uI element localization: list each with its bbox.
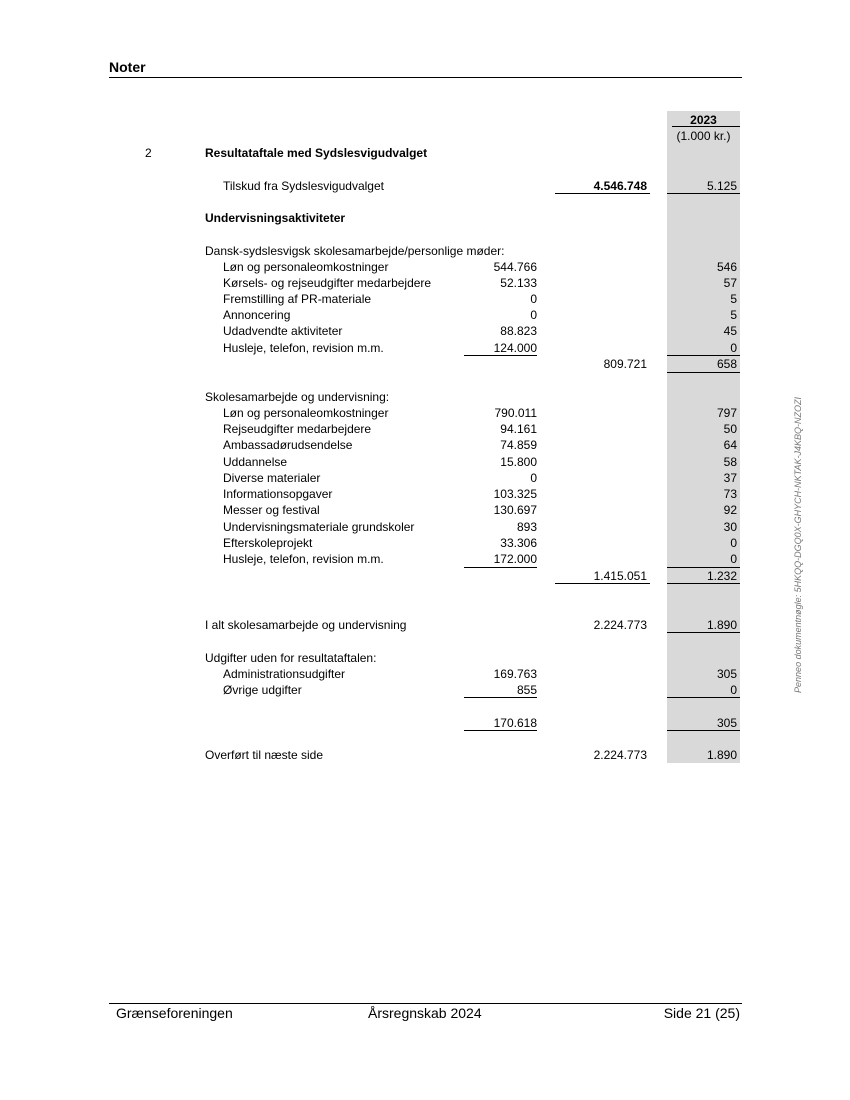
note-number: 2 bbox=[145, 146, 152, 160]
row-prior-year-amount: 797 bbox=[716, 406, 737, 420]
table-row bbox=[0, 650, 850, 666]
row-prior-year-amount: 73 bbox=[723, 487, 737, 501]
table-row bbox=[0, 356, 850, 372]
table-row bbox=[0, 210, 850, 226]
row-prior-year-amount: 5 bbox=[730, 292, 737, 306]
row-detail-amount: 33.306 bbox=[500, 536, 537, 550]
row-label: Udgifter uden for resultataftalen: bbox=[205, 651, 377, 665]
table-row bbox=[0, 405, 850, 421]
row-label: Husleje, telefon, revision m.m. bbox=[223, 341, 384, 355]
row-prior-year-amount: 64 bbox=[723, 438, 737, 452]
row-label: Husleje, telefon, revision m.m. bbox=[223, 552, 384, 566]
row-label: Undervisningsaktiviteter bbox=[205, 211, 346, 225]
sum-underline bbox=[667, 730, 740, 731]
row-prior-year-amount: 0 bbox=[730, 536, 737, 550]
footer-report-title: Årsregnskab 2024 bbox=[368, 1005, 482, 1021]
row-prior-year-amount: 305 bbox=[716, 667, 737, 681]
sum-underline bbox=[667, 193, 740, 194]
table-row bbox=[0, 307, 850, 323]
row-label: Uddannelse bbox=[223, 455, 288, 469]
table-row bbox=[0, 421, 850, 437]
row-label: Diverse materialer bbox=[223, 471, 321, 485]
table-row bbox=[0, 323, 850, 339]
row-prior-year-amount: 58 bbox=[723, 455, 737, 469]
table-row bbox=[0, 535, 850, 551]
row-label: Fremstilling af PR-materiale bbox=[223, 292, 372, 306]
table-row bbox=[0, 340, 850, 356]
row-detail-amount: 0 bbox=[530, 471, 537, 485]
row-prior-year-amount: 1.890 bbox=[706, 618, 737, 632]
row-prior-year-amount: 92 bbox=[723, 503, 737, 517]
row-label: I alt skolesamarbejde og undervisning bbox=[205, 618, 407, 632]
row-detail-amount: 790.011 bbox=[494, 406, 537, 420]
row-prior-year-amount: 0 bbox=[730, 552, 737, 566]
row-detail-amount: 88.823 bbox=[500, 324, 537, 338]
row-prior-year-amount: 45 bbox=[723, 324, 737, 338]
row-detail-amount: 0 bbox=[530, 308, 537, 322]
table-row bbox=[0, 666, 850, 682]
sum-underline bbox=[667, 567, 740, 568]
sum-underline bbox=[464, 567, 537, 568]
row-prior-year-amount: 1.890 bbox=[706, 748, 737, 762]
table-row bbox=[0, 519, 850, 535]
row-label: Undervisningsmateriale grundskoler bbox=[223, 520, 415, 534]
row-detail-amount: 169.763 bbox=[493, 667, 537, 681]
row-prior-year-amount: 546 bbox=[716, 260, 737, 274]
row-detail-amount: 172.000 bbox=[493, 552, 537, 566]
row-label: Løn og personaleomkostninger bbox=[223, 406, 389, 420]
table-row bbox=[0, 454, 850, 470]
sum-underline bbox=[464, 697, 537, 698]
note-title: Resultataftale med Sydslesvigudvalget bbox=[205, 146, 428, 160]
row-label: Efterskoleprojekt bbox=[223, 536, 313, 550]
column-year-underline bbox=[672, 126, 740, 127]
row-label: Ambassadørudsendelse bbox=[223, 438, 353, 452]
row-prior-year-amount: 5.125 bbox=[706, 179, 737, 193]
row-prior-year-amount: 0 bbox=[730, 341, 737, 355]
table-row bbox=[0, 275, 850, 291]
row-detail-amount: 74.859 bbox=[500, 438, 537, 452]
row-label: Løn og personaleomkostninger bbox=[223, 260, 389, 274]
row-total-amount: 809.721 bbox=[603, 357, 647, 371]
table-row bbox=[0, 682, 850, 698]
sum-underline bbox=[667, 632, 740, 633]
row-label: Messer og festival bbox=[223, 503, 320, 517]
table-row bbox=[0, 568, 850, 584]
row-prior-year-amount: 30 bbox=[723, 520, 737, 534]
sum-underline bbox=[667, 583, 740, 584]
row-label: Skolesamarbejde og undervisning: bbox=[205, 390, 390, 404]
row-label: Kørsels- og rejseudgifter medarbejdere bbox=[223, 276, 432, 290]
row-label: Annoncering bbox=[223, 308, 291, 322]
footer-divider bbox=[109, 1003, 742, 1004]
row-label: Administrationsudgifter bbox=[223, 667, 346, 681]
sum-underline bbox=[667, 355, 740, 356]
row-detail-amount: 170.618 bbox=[493, 716, 537, 730]
row-total-amount: 2.224.773 bbox=[593, 618, 647, 632]
row-detail-amount: 0 bbox=[530, 292, 537, 306]
row-prior-year-amount: 37 bbox=[723, 471, 737, 485]
row-detail-amount: 124.000 bbox=[493, 341, 537, 355]
table-row bbox=[0, 243, 850, 259]
sum-underline bbox=[464, 730, 537, 731]
sum-underline bbox=[667, 697, 740, 698]
table-row bbox=[0, 551, 850, 567]
row-total-amount: 4.546.748 bbox=[593, 179, 647, 193]
row-label: Rejseudgifter medarbejdere bbox=[223, 422, 372, 436]
table-row bbox=[0, 470, 850, 486]
page-title: Noter bbox=[109, 59, 146, 75]
row-prior-year-amount: 658 bbox=[716, 357, 737, 371]
row-label: Øvrige udgifter bbox=[223, 683, 302, 697]
row-label: Tilskud fra Sydslesvigudvalget bbox=[223, 179, 384, 193]
row-detail-amount: 15.800 bbox=[500, 455, 537, 469]
table-row bbox=[0, 715, 850, 731]
row-detail-amount: 94.161 bbox=[500, 422, 537, 436]
row-total-amount: 2.224.773 bbox=[593, 748, 647, 762]
header-divider bbox=[109, 77, 742, 78]
row-label: Dansk-sydslesvigsk skolesamarbejde/personlige møder: bbox=[205, 244, 505, 258]
table-row bbox=[0, 486, 850, 502]
table-row bbox=[0, 437, 850, 453]
row-detail-amount: 52.133 bbox=[500, 276, 537, 290]
footer-organization: Grænseforeningen bbox=[116, 1005, 233, 1021]
row-prior-year-amount: 50 bbox=[723, 422, 737, 436]
row-prior-year-amount: 305 bbox=[716, 716, 737, 730]
row-prior-year-amount: 5 bbox=[730, 308, 737, 322]
row-detail-amount: 130.697 bbox=[493, 503, 537, 517]
sum-underline bbox=[667, 372, 740, 373]
table-row bbox=[0, 389, 850, 405]
row-detail-amount: 544.766 bbox=[493, 260, 537, 274]
row-prior-year-amount: 1.232 bbox=[706, 569, 737, 583]
sum-underline bbox=[555, 193, 650, 194]
row-detail-amount: 855 bbox=[516, 683, 537, 697]
row-detail-amount: 893 bbox=[516, 520, 537, 534]
column-year: 2023 bbox=[690, 113, 717, 127]
table-row bbox=[0, 747, 850, 763]
row-label: Udadvendte aktiviteter bbox=[223, 324, 343, 338]
row-total-amount: 1.415.051 bbox=[593, 569, 647, 583]
table-row bbox=[0, 178, 850, 194]
table-row bbox=[0, 502, 850, 518]
table-row bbox=[0, 617, 850, 633]
row-prior-year-amount: 0 bbox=[730, 683, 737, 697]
table-row bbox=[0, 259, 850, 275]
sum-underline bbox=[464, 355, 537, 356]
column-unit: (1.000 kr.) bbox=[676, 129, 731, 143]
row-detail-amount: 103.325 bbox=[493, 487, 537, 501]
row-label: Informationsopgaver bbox=[223, 487, 333, 501]
row-prior-year-amount: 57 bbox=[723, 276, 737, 290]
sum-underline bbox=[555, 583, 650, 584]
table-row bbox=[0, 291, 850, 307]
row-label: Overført til næste side bbox=[205, 748, 324, 762]
document-key-watermark: Penneo dokumentnøgle: 5HKQQ-DGQ0X-GHYCH-NKTAK-J4KBQ-NZOZI bbox=[793, 397, 803, 693]
footer-page-number: Side 21 (25) bbox=[663, 1005, 740, 1021]
